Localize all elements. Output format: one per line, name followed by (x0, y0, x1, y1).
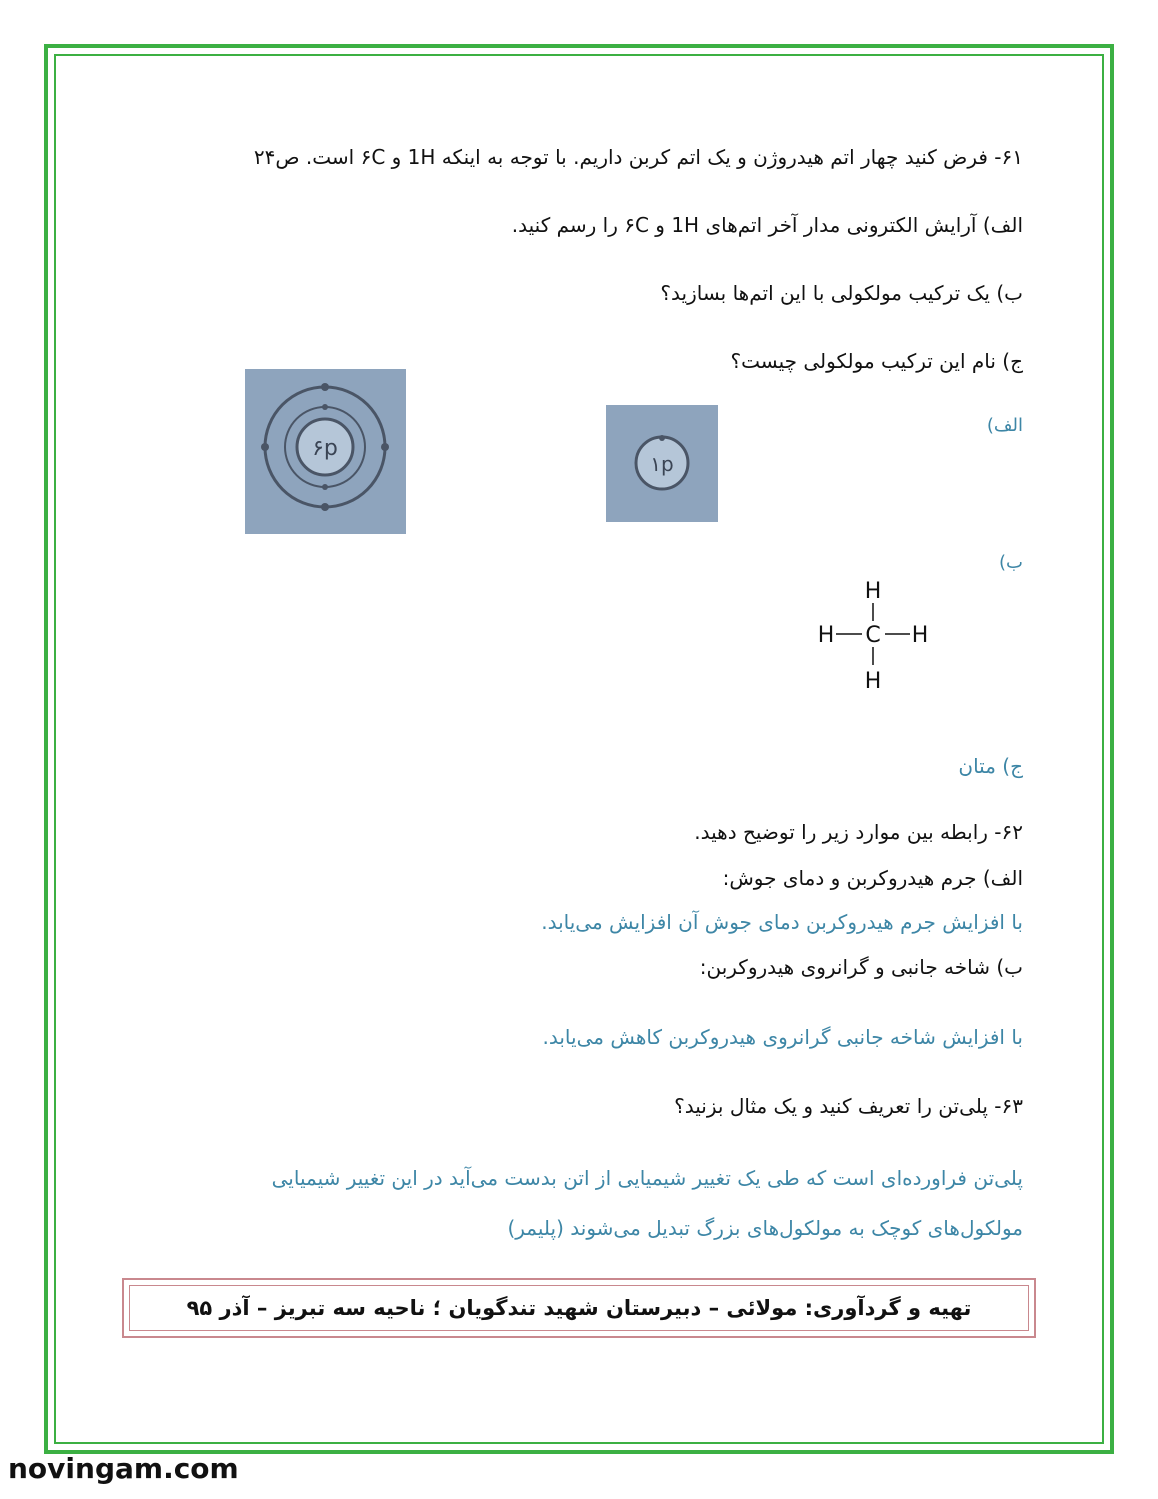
methane-h-right: H (911, 623, 929, 648)
answer-63-line-2: مولکول‌های کوچک به مولکول‌های بزرگ تبدیل می‌شوند (پلیمر) (507, 1216, 1023, 1240)
site-watermark: novingam.com (8, 1452, 239, 1485)
answer-61-b-label: ب) (999, 552, 1023, 573)
methane-h-top: H (864, 579, 882, 604)
question-63-title: ۶۳- پلی‌تن را تعریف کنید و یک مثال بزنید؟ (674, 1094, 1023, 1118)
question-61-part-a: الف) آرایش الکترونی مدار آخر اتم‌های 1H و ۶C را رسم کنید. (511, 213, 1023, 237)
answer-61-a-label: الف) (986, 415, 1023, 436)
carbon-atom-diagram (245, 369, 406, 534)
answer-61-c: ج) متان (958, 754, 1023, 778)
question-62-title: ۶۲- رابطه بین موارد زیر را توضیح دهید. (694, 820, 1023, 844)
carbon-atom-svg (245, 369, 406, 534)
answer-63-line-1: پلی‌تن فراورده‌ای است که طی یک تغییر شیمیایی از اتن بدست می‌آید در این تغییر شیمیایی (271, 1166, 1023, 1190)
credit-box (122, 1278, 1036, 1338)
hydrogen-atom-svg (606, 405, 718, 522)
question-62-part-b: ب) شاخه جانبی و گرانروی هیدروکربن: (699, 955, 1023, 979)
carbon-nucleus-label: ۶p (312, 436, 338, 461)
question-61-part-b: ب) یک ترکیب مولکولی با این اتم‌ها بسازید؟ (660, 281, 1023, 305)
credit-text: تهیه و گردآوری: مولائی – دبیرستان شهید تندگویان ؛ ناحیه سه تبریز – آذر ۹۵ (129, 1285, 1029, 1331)
answer-62-a: با افزایش جرم هیدروکربن دمای جوش آن افزایش می‌یابد. (541, 910, 1023, 934)
methane-structure (812, 576, 936, 696)
hydrogen-atom-diagram (606, 405, 718, 522)
question-62-part-a: الف) جرم هیدروکربن و دمای جوش: (722, 866, 1023, 890)
methane-c-center: C (865, 623, 881, 648)
methane-h-bottom: H (864, 669, 882, 694)
question-61-part-c: ج) نام این ترکیب مولکولی چیست؟ (730, 349, 1023, 373)
answer-62-b: با افزایش شاخه جانبی گرانروی هیدروکربن کاهش می‌یابد. (542, 1025, 1023, 1049)
hydrogen-nucleus-label: ۱p (650, 452, 674, 476)
methane-h-left: H (817, 623, 835, 648)
question-61-title: ۶۱- فرض کنید چهار اتم هیدروژن و یک اتم کربن داریم. با توجه به اینکه 1H و ۶C است. ص۲۴ (253, 145, 1023, 169)
